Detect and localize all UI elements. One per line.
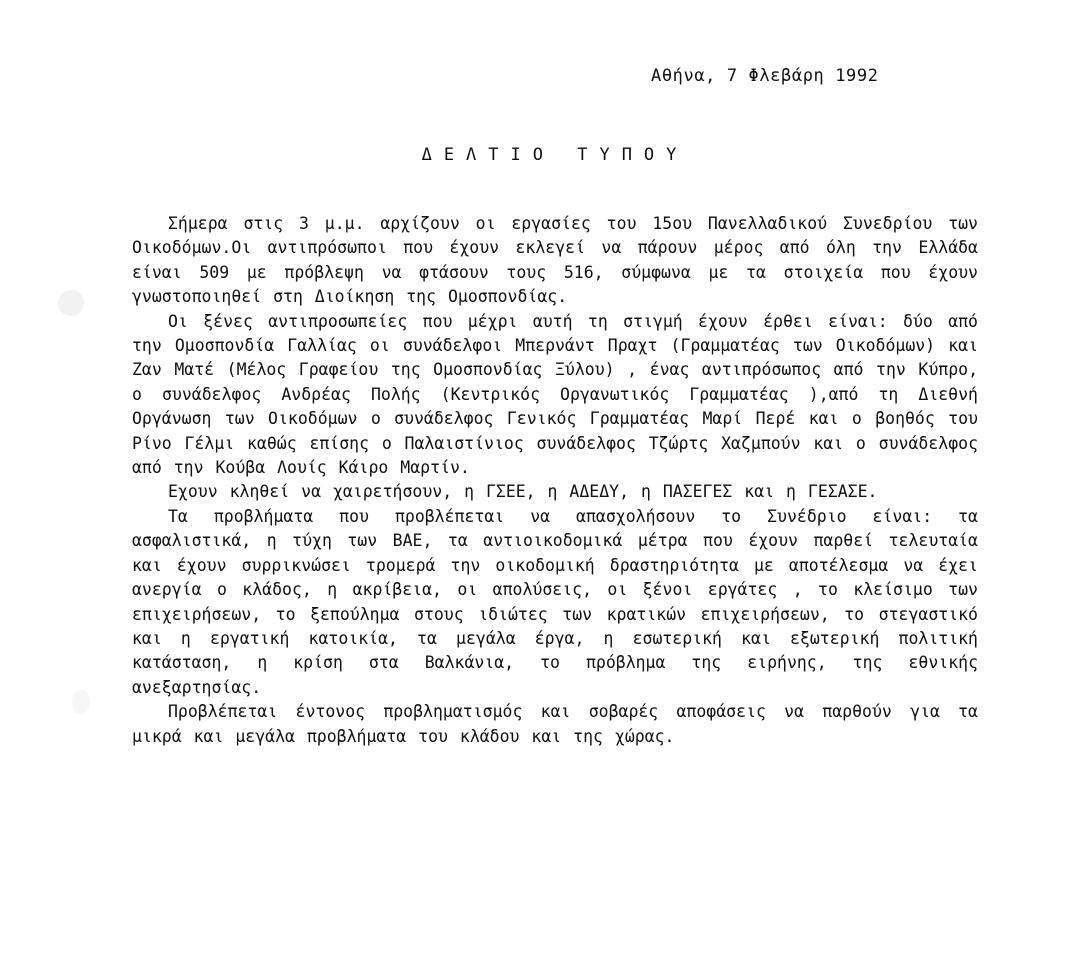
paragraph-closing: Προβλέπεται έντονος προβληματισμός και σοβαρές αποφάσεις να παρθούν για τα μικρά και μεγάλα προβλήματα του κλάδου και της χώρας.: [132, 702, 978, 746]
paragraph-issues: Τα προβλήματα που προβλέπεται να απασχολήσουν το Συνέδριο είναι: τα ασφαλιστικά, η τύχη των ΒΑΕ, τα αντιοικοδομικά μέτρα που έχουν παρθεί τελευταία και έχουν συρρικνώσει τρομερά την οικοδομική δραστηριότητα με αποτέλεσμα να έχει ανεργία ο κλάδος, η ακρίβεια, οι απολύσεις, οι ξένοι εργάτες , το κλείσιμο των επιχειρήσεων, το ξεπούλημα στους ιδιώτες των κρατικών επιχειρήσεων, το στεγαστικό και η εργατική κατοικία, τα μεγάλα έργα, η εσωτερική και εξωτερική πολιτική κατάσταση, η κρίση στα Βαλκάνια, το πρόβλημα της ειρήνης, της εθνικής ανεξαρτησίας.: [132, 506, 978, 697]
document-title: ΔΕΛΤΙΟ ΤΥΠΟΥ: [421, 145, 689, 165]
paper-smudge: [72, 690, 90, 714]
paper-smudge: [58, 290, 84, 316]
document-date: Αθήνα, 7 Φλεβάρη 1992: [651, 66, 879, 86]
document-body: [132, 212, 978, 749]
paragraph-opening: Σήμερα στις 3 μ.μ. αρχίζουν οι εργασίες του 15ου Πανελλαδικού Συνεδρίου των Οικοδόμων.Οι αντιπρόσωποι που έχουν εκλεγεί να πάρουν μέρος από όλη την Ελλάδα είναι 509 με πρόβλεψη να φτάσουν τους 516, σύμφωνα με τα στοιχεία που έχουν γνωστοποιηθεί στη Διοίκηση της Ομοσπονδίας.: [132, 214, 978, 307]
paragraph-foreign-delegations: Οι ξένες αντιπροσωπείες που μέχρι αυτή τη στιγμή έχουν έρθει είναι: δύο από την Ομοσπονδία Γαλλίας οι συνάδελφοι Μπερνάντ Πραχτ (Γραμματέας των Οικοδόμων) και Ζαν Ματέ (Μέλος Γραφείου της Ομοσπονδίας Ξύλου) , ένας αντιπρόσωπος από την Κύπρο, ο συνάδελφος Ανδρέας Πολής (Κεντρικός Οργανωτικός Γραμματέας ),από τη Διεθνή Οργάνωση των Οικοδόμων ο συνάδελφος Γενικός Γραμματέας Μαρί Περέ και ο βοηθός του Ρίνο Γέλμι καθώς επίσης ο Παλαιστίνιος συνάδελφος Τζώρτς Χαζμπούν και ο συνάδελφος από την Κούβα Λουίς Κάιρο Μαρτίν.: [132, 311, 978, 478]
paragraph-greetings: Εχουν κληθεί να χαιρετήσουν, η ΓΣΕΕ, η ΑΔΕΔΥ, η ΠΑΣΕΓΕΣ και η ΓΕΣΑΣΕ.: [168, 482, 878, 502]
